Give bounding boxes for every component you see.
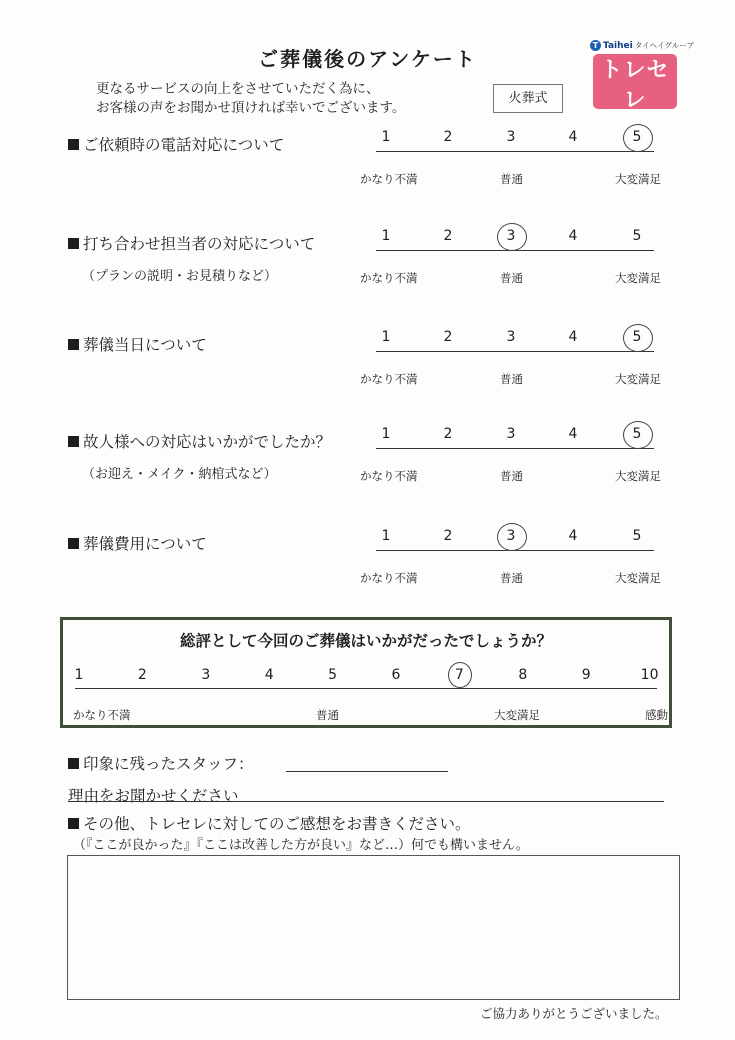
question-1 <box>68 133 284 155</box>
overall-question: 総評として今回のご葬儀はいかがだったでしょうか？ <box>179 632 552 650</box>
intro-text <box>96 80 405 118</box>
reason-label: 理由をお聞かせください <box>68 787 239 805</box>
overall-option[interactable]: 4 <box>264 667 274 683</box>
other-question <box>68 812 471 834</box>
rating-option[interactable]: 3 <box>506 329 516 345</box>
square-bullet-icon <box>68 339 79 350</box>
scale-label-low: かなり不満 <box>360 571 418 585</box>
service-logo <box>593 54 677 130</box>
rating-option[interactable]: 4 <box>568 426 578 442</box>
scale-label-low: かなり不満 <box>360 469 418 483</box>
square-bullet-icon <box>68 139 79 150</box>
rating-option[interactable]: 5 <box>632 426 642 442</box>
rating-option[interactable]: 1 <box>381 228 391 244</box>
scale-label-high: 大変満足 <box>615 172 661 186</box>
rating-option[interactable]: 4 <box>568 528 578 544</box>
rating-scale <box>376 127 654 152</box>
question-sub: （お迎え・メイク・納棺式など） <box>82 467 277 482</box>
rating-scale <box>376 424 654 449</box>
overall-option[interactable]: 6 <box>391 667 401 683</box>
rating-scale <box>376 226 654 251</box>
selected-circle-mark <box>448 662 472 688</box>
overall-option[interactable]: 8 <box>518 667 528 683</box>
rating-option[interactable]: 2 <box>443 129 453 145</box>
rating-option[interactable]: 4 <box>568 129 578 145</box>
square-bullet-icon <box>68 538 79 549</box>
logo-sub: 安心葬儀 <box>610 116 660 130</box>
square-bullet-icon <box>68 436 79 447</box>
question-label: 故人様への対応はいかがでしたか？ <box>83 433 332 451</box>
rating-option[interactable]: 5 <box>632 129 642 145</box>
staff-input-line[interactable] <box>286 771 448 772</box>
overall-option[interactable]: 3 <box>201 667 211 683</box>
selected-circle-mark <box>623 324 653 352</box>
overall-option[interactable]: 10 <box>640 667 659 683</box>
rating-option[interactable]: 1 <box>381 426 391 442</box>
question-sub: （プランの説明・お見積りなど） <box>82 269 278 284</box>
overall-label-high: 大変満足 <box>494 708 540 722</box>
logo-name: トレセレ <box>600 58 670 113</box>
overall-option[interactable]: 9 <box>581 667 591 683</box>
scale-label-high: 大変満足 <box>615 372 661 386</box>
staff-question <box>68 752 254 774</box>
scale-label-high: 大変満足 <box>615 571 661 585</box>
other-label: その他、トレセレに対してのご感想をお書きください。 <box>83 815 471 833</box>
overall-label-mid: 普通 <box>316 708 339 722</box>
question-label: 葬儀費用について <box>83 535 207 553</box>
overall-option[interactable]: 1 <box>74 667 84 683</box>
other-note: （『ここが良かった』『ここは改善した方が良い』など…）何でも構いません。 <box>73 838 529 853</box>
question-label: ご依頼時の電話対応について <box>83 136 285 154</box>
scale-label-mid: 普通 <box>500 372 523 386</box>
comment-box[interactable] <box>67 855 680 1000</box>
rating-option[interactable]: 3 <box>506 426 516 442</box>
square-bullet-icon <box>68 238 79 249</box>
brand-mark-icon: T <box>590 40 601 51</box>
thanks-text: ご協力ありがとうございました。 <box>480 1006 668 1021</box>
overall-label-top: 感動 <box>645 708 668 722</box>
scale-label-high: 大変満足 <box>615 469 661 483</box>
scale-label-mid: 普通 <box>500 469 523 483</box>
rating-scale <box>376 526 654 551</box>
selected-circle-mark <box>623 421 653 449</box>
intro-line-2: お客様の声をお聞かせ頂ければ幸いでございます。 <box>96 100 406 116</box>
rating-option[interactable]: 2 <box>443 528 453 544</box>
rating-option[interactable]: 1 <box>381 129 391 145</box>
brand-group: タイヘイグループ <box>634 41 694 50</box>
rating-option[interactable]: 1 <box>381 528 391 544</box>
scale-label-low: かなり不満 <box>360 172 418 186</box>
overall-rating-box <box>60 617 672 728</box>
question-3 <box>68 333 207 355</box>
rating-option[interactable]: 5 <box>632 528 642 544</box>
question-5 <box>68 532 207 554</box>
scale-label-mid: 普通 <box>500 571 523 585</box>
rating-option[interactable]: 3 <box>506 228 516 244</box>
rating-option[interactable]: 4 <box>568 329 578 345</box>
rating-option[interactable]: 4 <box>568 228 578 244</box>
reason-input-line[interactable] <box>68 801 664 802</box>
selected-circle-mark <box>497 223 527 251</box>
intro-line-1: 更なるサービスの向上をさせていただく為に、 <box>96 81 380 97</box>
selected-circle-mark <box>623 124 653 152</box>
question-2 <box>68 232 315 254</box>
rating-option[interactable]: 5 <box>632 329 642 345</box>
overall-label-low: かなり不満 <box>73 708 131 722</box>
scale-label-low: かなり不満 <box>360 271 418 285</box>
overall-scale <box>75 666 657 689</box>
overall-option[interactable]: 5 <box>328 667 338 683</box>
rating-option[interactable]: 3 <box>506 528 516 544</box>
rating-option[interactable]: 3 <box>506 129 516 145</box>
selected-circle-mark <box>497 523 527 551</box>
rating-option[interactable]: 2 <box>443 228 453 244</box>
square-bullet-icon <box>68 758 79 769</box>
question-label: 葬儀当日について <box>83 336 207 354</box>
rating-scale <box>376 327 654 352</box>
scale-label-mid: 普通 <box>500 271 523 285</box>
scale-label-low: かなり不満 <box>360 372 418 386</box>
ceremony-type-tag: 火葬式 <box>493 84 563 113</box>
rating-option[interactable]: 5 <box>632 228 642 244</box>
brand-logo-line <box>590 40 694 51</box>
overall-option[interactable]: 2 <box>137 667 147 683</box>
question-4 <box>68 430 331 452</box>
rating-option[interactable]: 2 <box>443 426 453 442</box>
staff-label: 印象に残ったスタッフ： <box>83 755 254 773</box>
scale-label-high: 大変満足 <box>615 271 661 285</box>
overall-option[interactable]: 7 <box>454 667 464 683</box>
survey-title: ご葬儀後のアンケート <box>258 47 477 71</box>
rating-option[interactable]: 2 <box>443 329 453 345</box>
scale-label-mid: 普通 <box>500 172 523 186</box>
square-bullet-icon <box>68 818 79 829</box>
brand-name: Taihei <box>603 41 633 51</box>
rating-option[interactable]: 1 <box>381 329 391 345</box>
question-label: 打ち合わせ担当者の対応について <box>83 235 316 253</box>
